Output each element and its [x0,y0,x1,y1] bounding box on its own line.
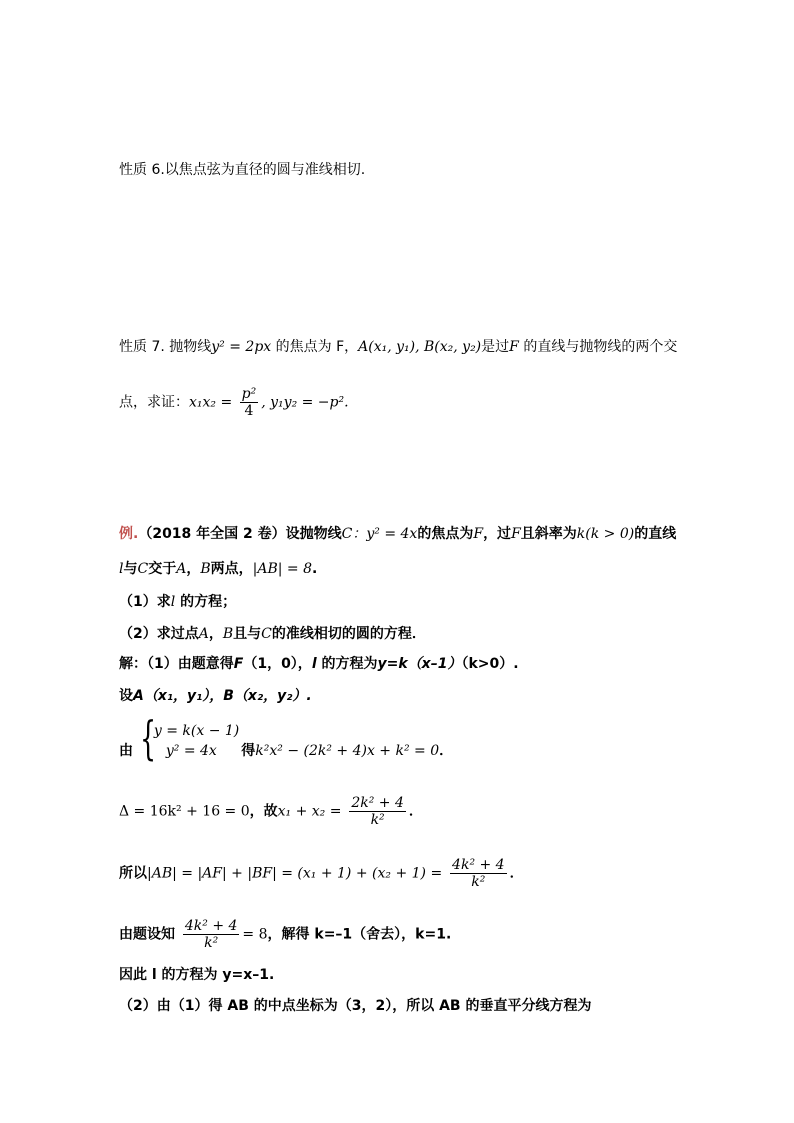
solution-line-5: 所以|AB| = |AF| + |BF| = (x₁ + 1) + (x₂ + 1) = $\frac{\text{4k² + 4}}{\text{k²}}$ ． [119,857,524,890]
fraction-p2-over-4: $\frac{\text{p²}}{4}$ [241,386,257,419]
solution-line-7: 因此 l 的方程为 y=x–1. [119,967,275,983]
fraction-condition: $\frac{\text{4k² + 4}}{\text{k²}}$ [184,918,238,951]
example-line-1: 例.（2018 年全国 2 卷）设抛物线C：y² = 4x的焦点为F，过F且斜率为k(k > 0)的直线 [119,526,677,542]
solution-line-8: （2）由（1）得 AB 的中点坐标为（3，2），所以 AB 的垂直平分线方程为 [119,998,592,1014]
left-brace: { [139,711,156,765]
solution-line-2: 设A（x₁，y₁），B（x₂，y₂）. [119,688,312,704]
question-2: （2）求过点A，B且与C的准线相切的圆的方程． [119,626,426,642]
solution-line-3: 由 { y = k(x − 1) y² = 4x 得k²x² − (2k² + 4)x + k² = 0． [119,711,454,765]
property-6: 性质 6.以焦点弦为直径的圆与准线相切. [119,162,366,178]
solution-line-1: 解：（1）由题意得F（1，0），l 的方程为y=k（x–1）（k>0）. [119,656,519,672]
property-7-line-1: 性质 7. 抛物线y² = 2px 的焦点为 F，A(x₁, y₁), B(x₂, y₂)是过F 的直线与抛物线的两个交 [119,339,678,355]
solution-line-4: Δ = 16k² + 16 = 0，故x₁ + x₂ = $\frac{\text{2k² + 4}}{\text{k²}}$ ． [119,795,423,828]
fraction-ab: $\frac{\text{4k² + 4}}{\text{k²}}$ [452,857,505,890]
example-line-2: l与C交于A，B两点，|AB| = 8. [119,561,318,577]
question-1: （1）求l 的方程； [119,594,237,610]
property-7-line-2: 点，求证：x₁x₂ = $\frac{\text{p²}}{4}$ , y₁y₂ = −p². [119,386,349,419]
solution-line-6: 由题设知 $\frac{\text{4k² + 4}}{\text{k²}}$ = 8，解得 k=–1（舍去），k=1. [119,918,452,951]
fraction-sum: $\frac{\text{2k² + 4}}{\text{k²}}$ [351,795,404,828]
equation-system: { y = k(x − 1) y² = 4x [139,711,240,765]
